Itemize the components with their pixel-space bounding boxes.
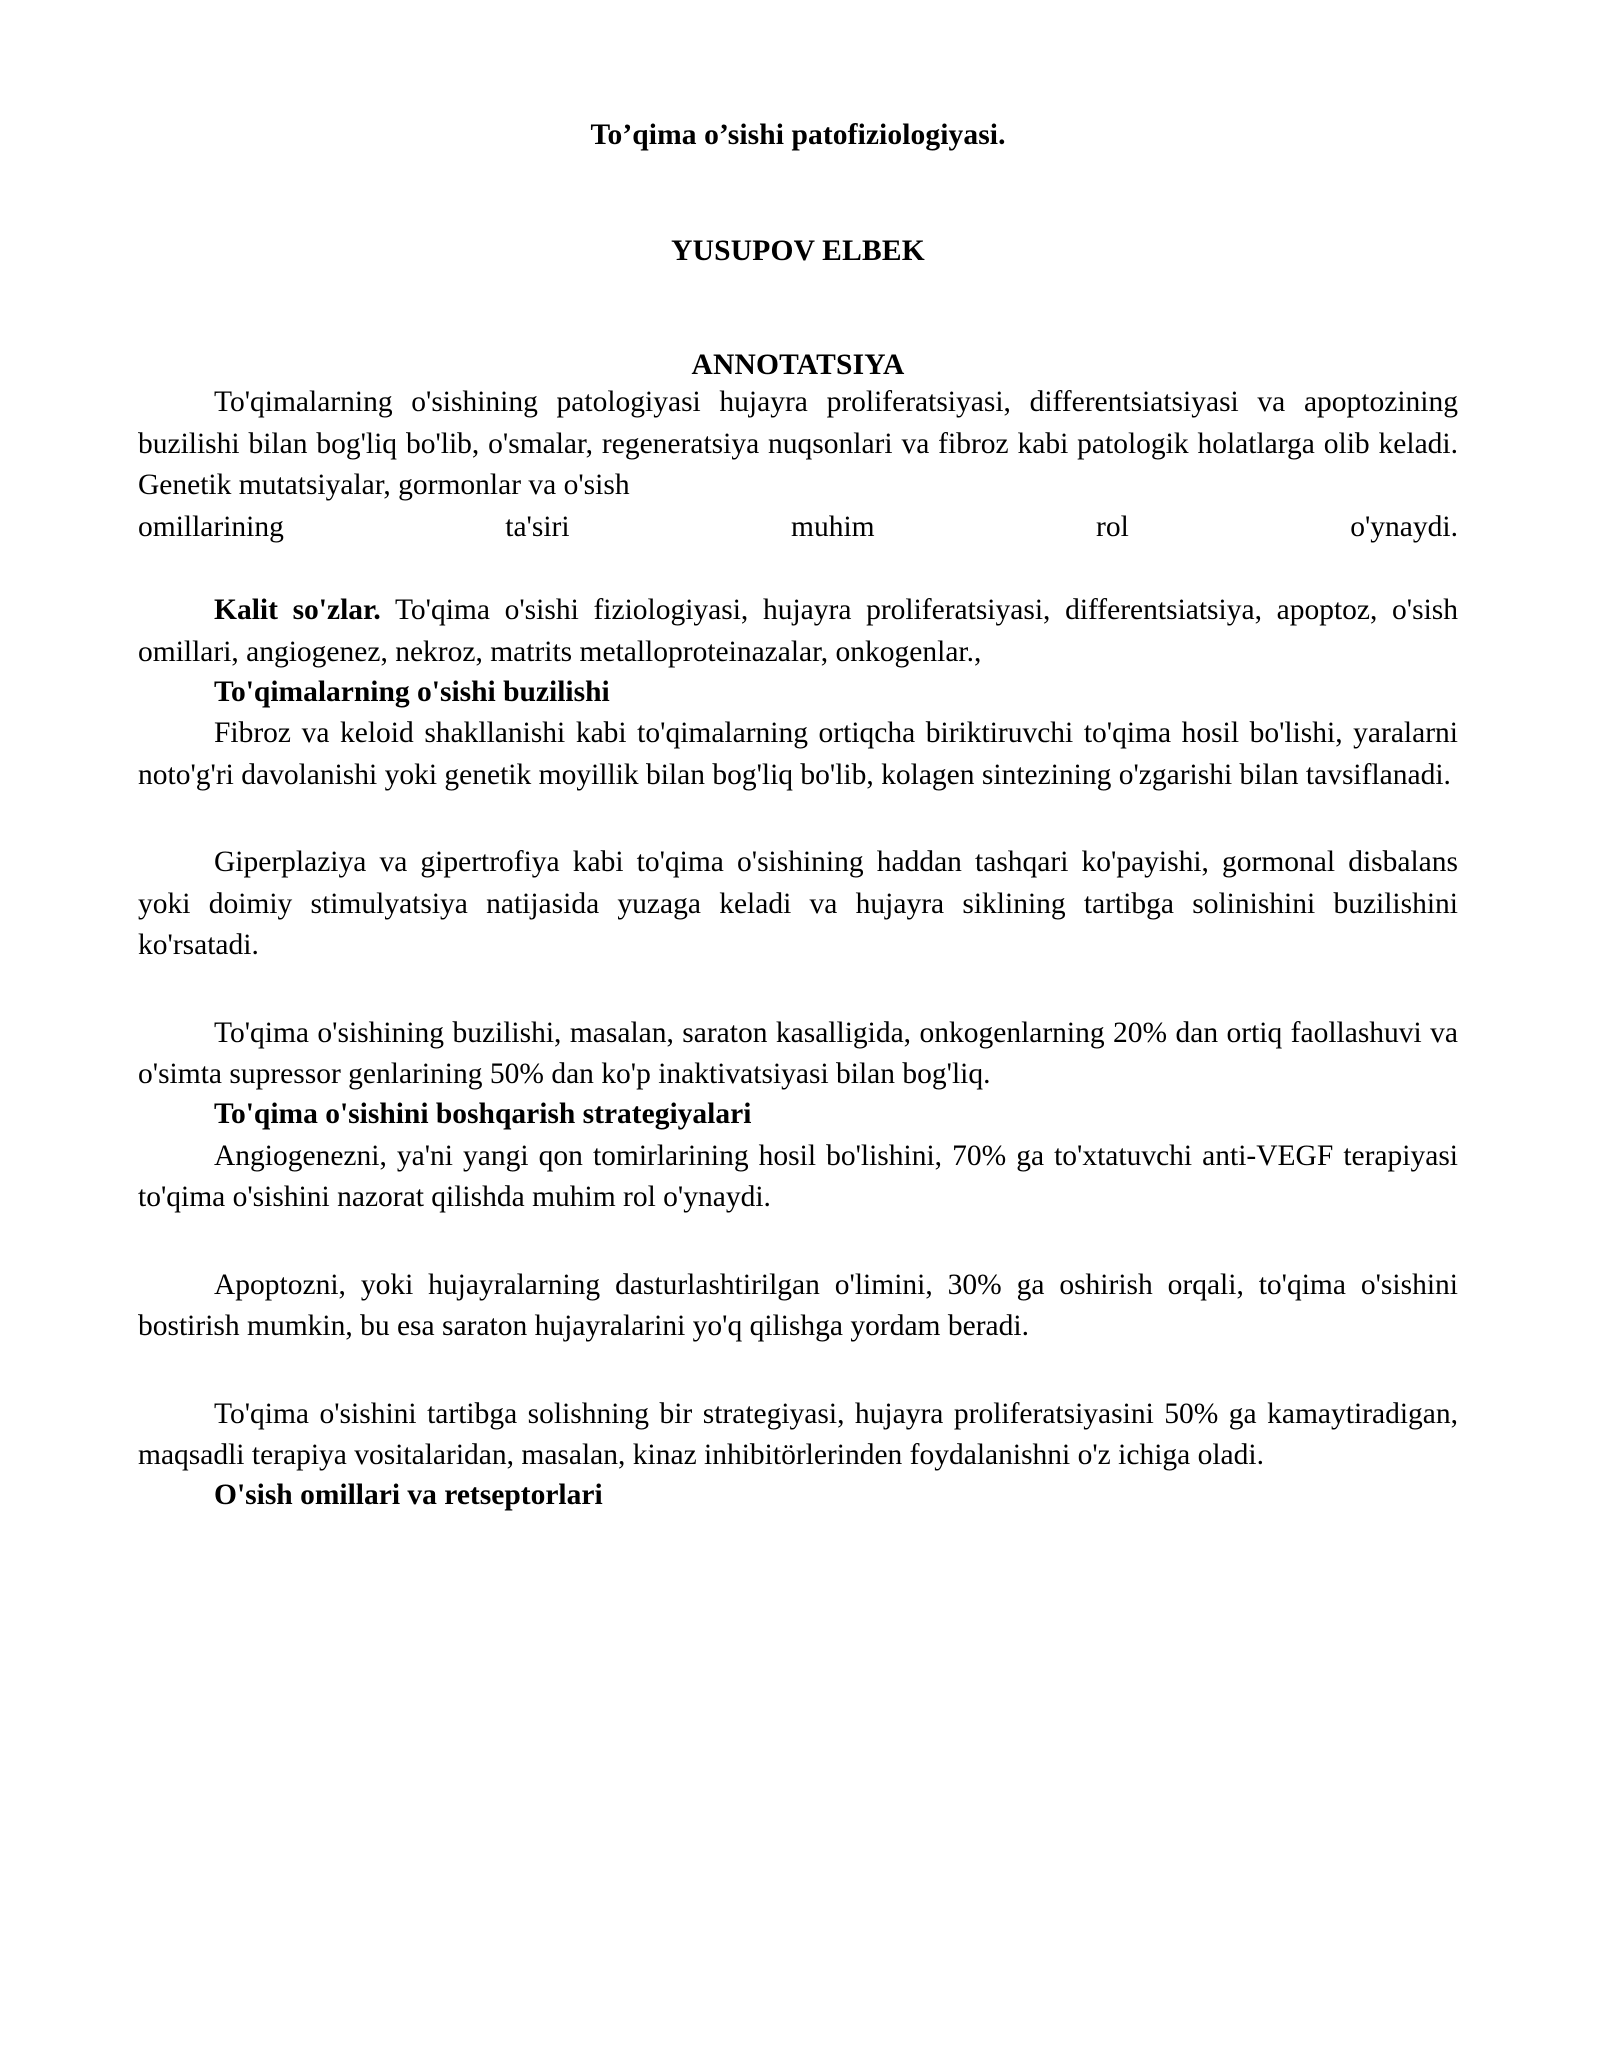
section-0-paragraph-0: Fibroz va keloid shakllanishi kabi to'qimalarning ortiqcha biriktiruvchi to'qima hosil bo'lishi, yaralarni noto'g'ri davolanishi yoki genetik moyillik bilan bog'liq bo'lib, kolagen sintezining o'zgarishi bilan tavsiflanadi.: [138, 717, 1458, 791]
keywords-text: To'qima o'sishi fiziologiyasi, hujayra proliferatsiyasi, differentsiatsiya, apoptoz, o'sish omillari, angiogenez, nekroz, matrits metalloproteinazalar, onkogenlar.,: [138, 594, 1459, 668]
section-0-paragraph-1: Giperplaziya va gipertrofiya kabi to'qima o'sishining haddan tashqari ko'payishi, gormonal disbalans yoki doimiy stimulyatsiya natijasida yuzaga keladi va hujayra siklining tartibga solinishini buzilishini ko'rsatadi.: [138, 846, 1458, 962]
page-content: [138, 118, 1458, 1515]
abstract-last-line: [138, 507, 1458, 548]
keywords-label: Kalit so'zlar.: [214, 594, 381, 627]
section-1-paragraph-0: Angiogenezni, ya'ni yangi qon tomirlarining hosil bo'lishini, 70% ga to'xtatuvchi anti-VEGF terapiyasi to'qima o'sishini nazorat qilishda muhim rol o'ynaydi.: [138, 1139, 1458, 1214]
page-title: To’qima o’sishi patofiziologiyasi.: [590, 119, 1006, 151]
section-1-paragraph-1: Apoptozni, yoki hujayralarning dasturlashtirilgan o'limini, 30% ga oshirish orqali, to'qima o'sishini bostirish mumkin, bu esa saraton hujayralarini yo'q qilishga yordam beradi.: [138, 1268, 1458, 1343]
section-1-paragraph-2: To'qima o'sishini tartibga solishning bir strategiyasi, hujayra proliferatsiyasini 50% ga kamaytiradigan, maqsadli terapiya vositalaridan, masalan, kinaz inhibitörlerinden foydalanishni o'z ichiga oladi.: [138, 1397, 1458, 1471]
section-heading-growth-disorders: To'qimalarning o'sishi buzilishi: [214, 676, 610, 709]
abstract-last-word-1: omillarining: [138, 510, 284, 543]
section-heading-growth-factors: O'sish omillari va retseptorlari: [214, 1479, 603, 1512]
abstract-last-word-2: ta'siri: [505, 510, 570, 543]
section-0-paragraph-2: To'qima o'sishining buzilishi, masalan, saraton kasalligida, onkogenlarning 20% dan ortiq faollashuvi va o'simta supressor genlarining 50% dan ko'p inaktivatsiyasi bilan bog'liq.: [138, 1016, 1458, 1090]
section-heading-management-strategies: To'qima o'sishini boshqarish strategiyalari: [214, 1098, 752, 1131]
abstract-last-word-3: muhim: [791, 510, 875, 543]
keywords-paragraph: [138, 590, 1458, 673]
abstract-heading: ANNOTATSIYA: [691, 348, 905, 381]
abstract-paragraph: To'qimalarning o'sishining patologiyasi hujayra proliferatsiyasi, differentsiatsiyasi va apoptozining buzilishi bilan bog'liq bo'lib, o'smalar, regeneratsiya nuqsonlari va fibroz kabi patologik holatlarga olib keladi. Genetik mutatsiyalar, gormonlar va o'sish: [138, 386, 1458, 502]
abstract-last-word-4: rol: [1096, 510, 1129, 543]
author-name: YUSUPOV ELBEK: [671, 234, 925, 267]
abstract-last-word-5: o'ynaydi.: [1350, 510, 1458, 543]
